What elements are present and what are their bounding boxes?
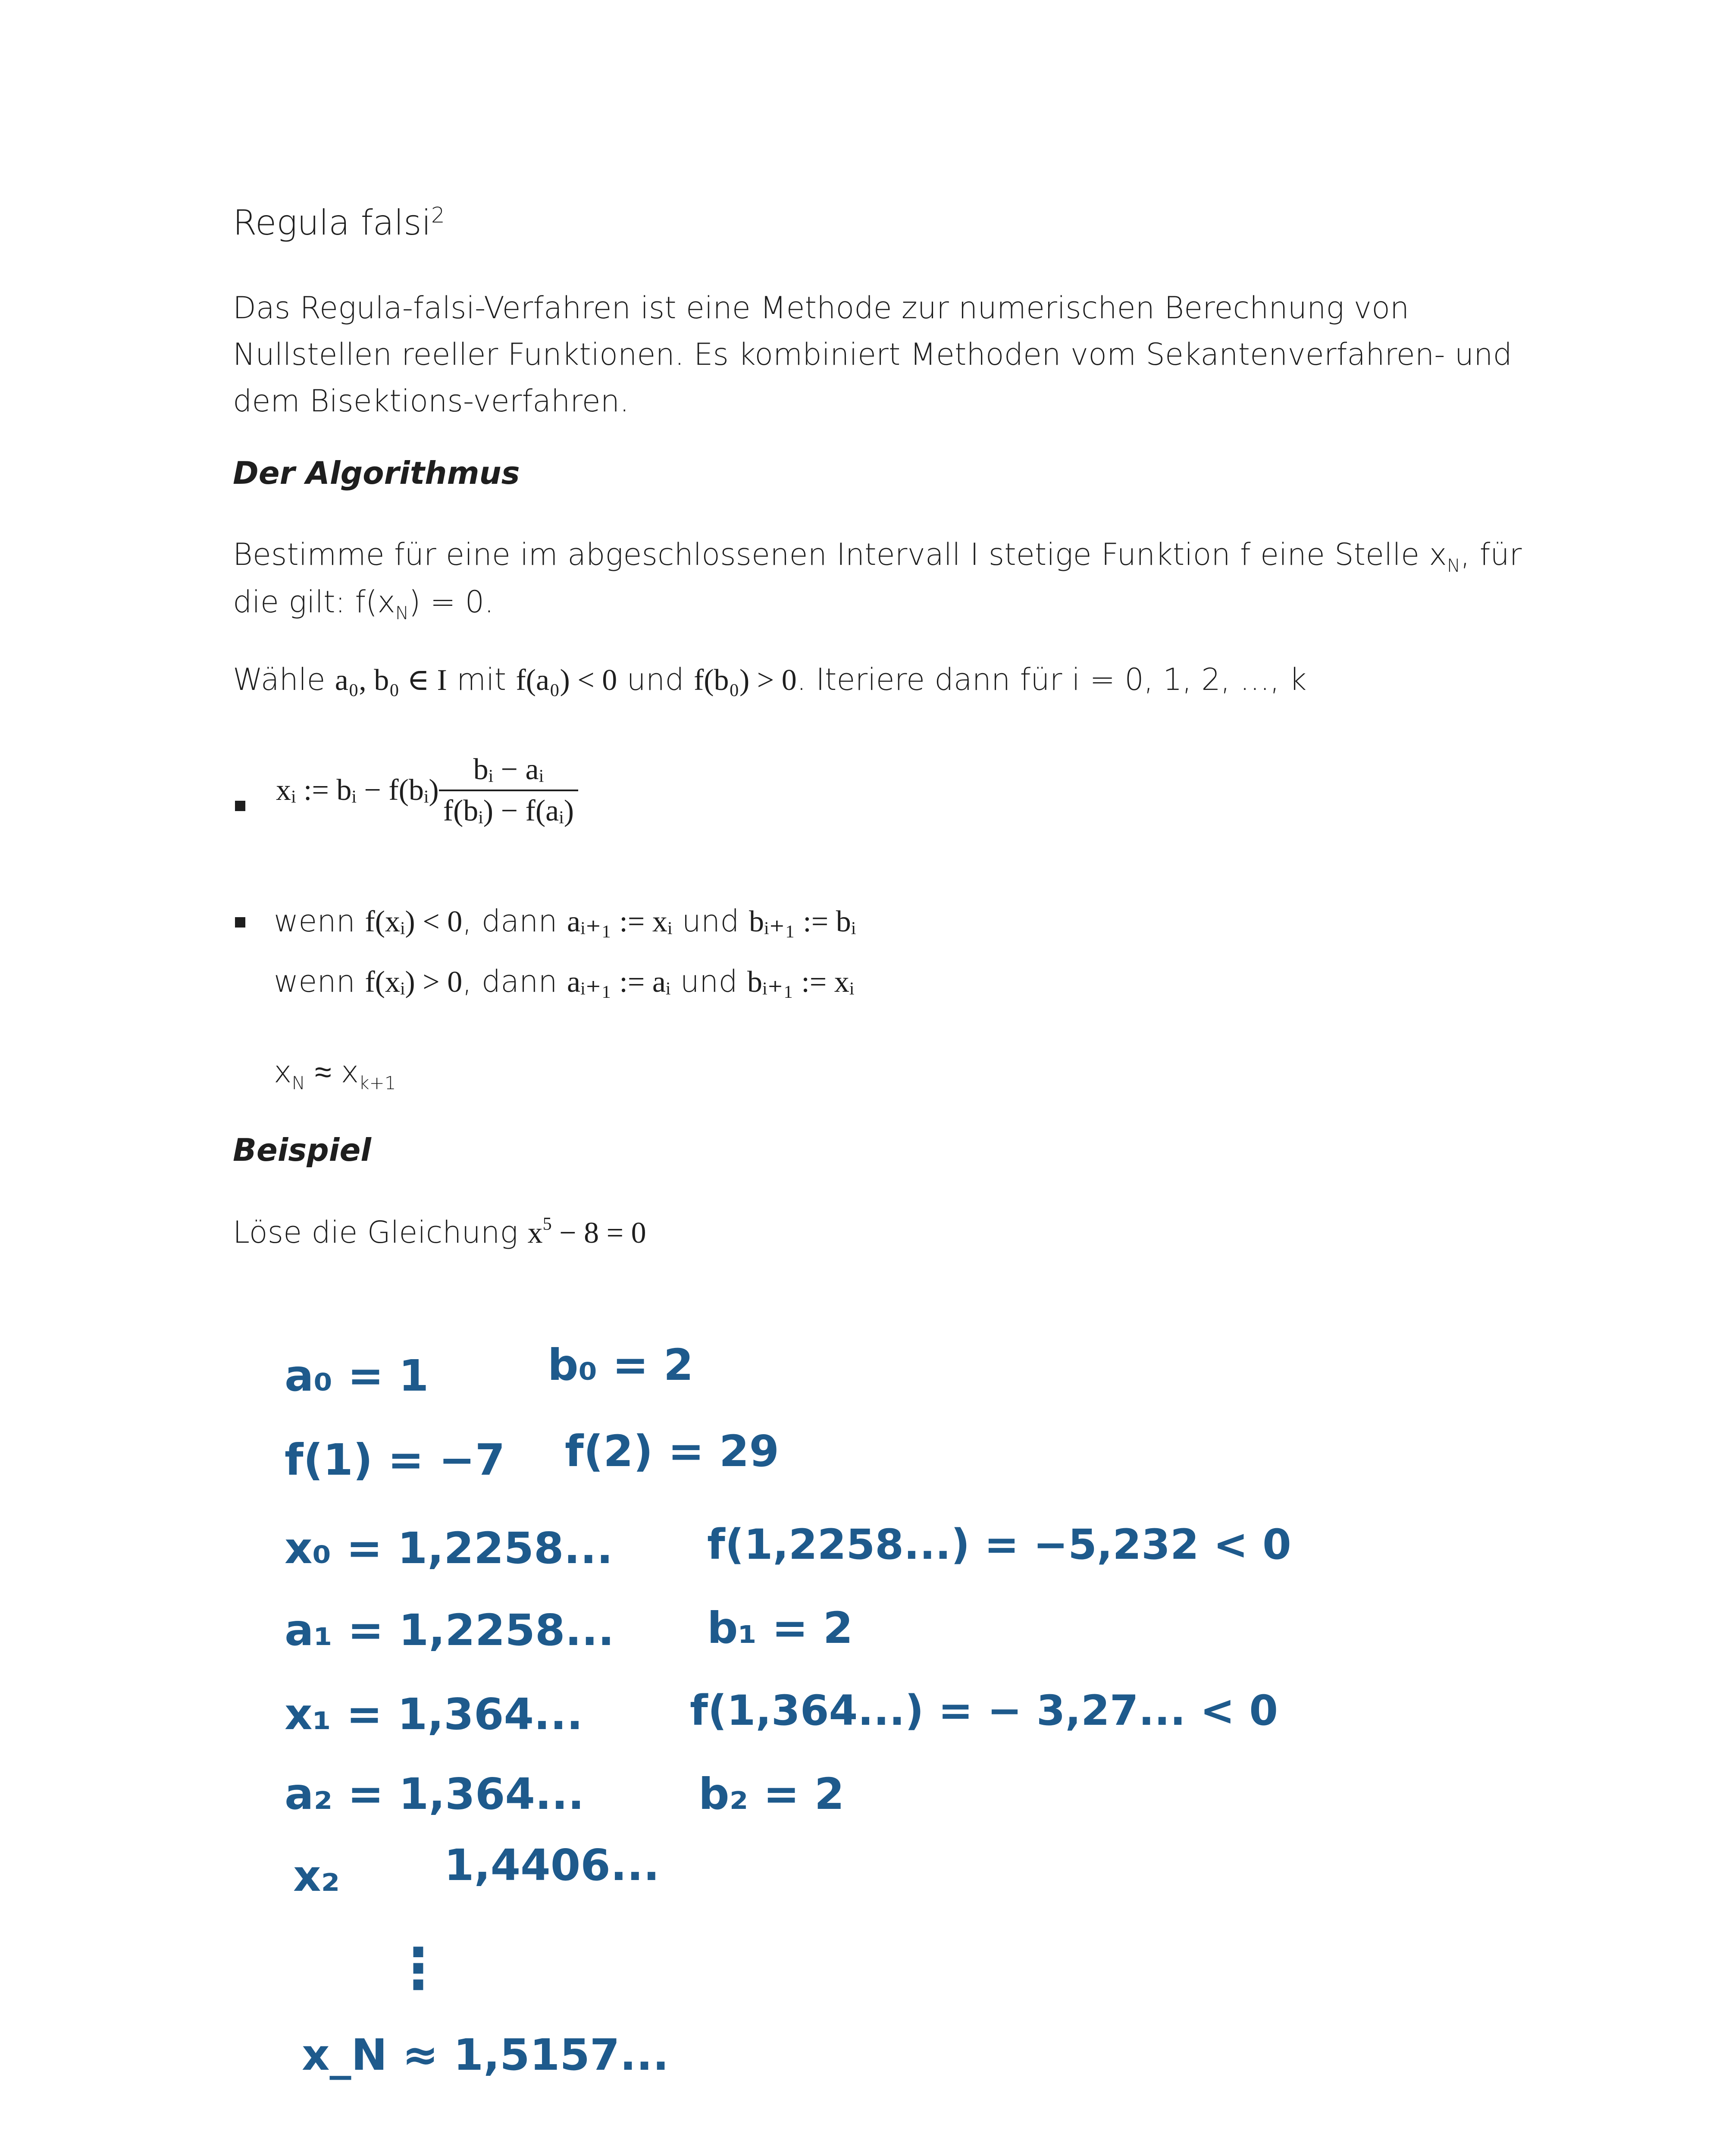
hw-f2: f(2) = 29 xyxy=(565,1426,780,1476)
choose-fb0: f(b₀) > 0 xyxy=(693,664,797,697)
rule2-dann: , dann xyxy=(462,964,557,999)
hw-a0: a₀ = 1 xyxy=(285,1351,429,1401)
rule2-wenn: wenn xyxy=(274,964,356,999)
rule2-und: und xyxy=(680,964,738,999)
heading-algorithm: Der Algorithmus xyxy=(233,455,520,491)
hw-x0: x₀ = 1,2258... xyxy=(285,1523,613,1573)
rule2-assign2: bᵢ₊₁ := xᵢ xyxy=(747,965,855,999)
example-eq-rest: − 8 = 0 xyxy=(551,1216,646,1250)
formula-lhs: xᵢ := bᵢ − f(bᵢ) xyxy=(276,774,439,807)
task-line-2-text: die gilt: f(x xyxy=(233,584,395,620)
rule1-assign1: aᵢ₊₁ := xᵢ xyxy=(567,905,673,938)
hw-x1: x₁ = 1,364... xyxy=(285,1689,583,1739)
hw-f1: f(1) = −7 xyxy=(285,1435,505,1485)
hw-x2: x₂ xyxy=(293,1851,340,1901)
approx-n: N xyxy=(291,1072,305,1094)
rule1-wenn: wenn xyxy=(274,903,356,939)
example-eq-exp: 5 xyxy=(542,1214,552,1234)
hw-fx0: f(1,2258...) = −5,232 < 0 xyxy=(707,1520,1291,1569)
choose-text-1: Wähle xyxy=(233,662,335,697)
choose-fa0: f(a₀) < 0 xyxy=(516,664,617,697)
hw-x2-value: 1,4406... xyxy=(444,1840,660,1890)
intro-paragraph: Das Regula-falsi-Verfahren ist eine Methode zur numerischen Berechnung von Nullstellen reeller Funktionen. Es kombiniert Methoden vom Sekantenverfahren- und dem Bisektions-verfahren. xyxy=(233,290,1512,419)
example-text: Löse die Gleichung xyxy=(233,1215,528,1250)
choose-text-4: . Iteriere dann für i = 0, 1, 2, …, k xyxy=(796,662,1307,697)
hw-fx1: f(1,364...) = − 3,27... < 0 xyxy=(690,1686,1278,1735)
rule2-assign1: aᵢ₊₁ := aᵢ xyxy=(567,965,671,999)
task-line-2-end: ) = 0. xyxy=(409,584,494,620)
title-text: Regula falsi xyxy=(233,203,431,243)
hw-xn: x_N ≈ 1,5157... xyxy=(302,2030,669,2080)
example-eq-x: x xyxy=(527,1216,543,1250)
rule2-cond: f(xᵢ) > 0 xyxy=(365,965,463,999)
formula-numerator: bᵢ − aᵢ xyxy=(439,752,578,791)
footnote-reference: 2 xyxy=(431,203,445,228)
approx-mid: ≈ x xyxy=(305,1054,359,1090)
hw-b0: b₀ = 2 xyxy=(548,1340,694,1390)
rule1-assign2: bᵢ₊₁ := bᵢ xyxy=(749,905,856,938)
choose-text-3: und xyxy=(617,662,694,697)
hw-b2: b₂ = 2 xyxy=(698,1769,845,1819)
approx-x: x xyxy=(274,1054,292,1090)
rule1-dann: , dann xyxy=(462,903,557,939)
choose-text-2: mit xyxy=(447,662,516,697)
task-line-1-text: Bestimme für eine im abgeschlossenen Intervall I stetige Funktion f eine Stelle x xyxy=(233,537,1447,572)
approx-k: k+1 xyxy=(359,1072,396,1094)
hw-dots: ⋮ xyxy=(390,1936,446,2001)
heading-example: Beispiel xyxy=(233,1132,371,1168)
rule1-cond: f(xᵢ) < 0 xyxy=(365,905,463,938)
hw-a1: a₁ = 1,2258... xyxy=(285,1605,614,1655)
task-line-2-sub: N xyxy=(395,602,409,624)
rule1-und: und xyxy=(682,903,739,939)
task-line-1-sub: N xyxy=(1447,555,1461,576)
choose-a0b0: a₀, b₀ ∈ I xyxy=(335,664,447,697)
formula-denominator: f(bᵢ) − f(aᵢ) xyxy=(443,794,574,827)
task-line-1-end: , für xyxy=(1460,537,1522,572)
hw-b1: b₁ = 2 xyxy=(707,1603,853,1653)
hw-a2: a₂ = 1,364... xyxy=(285,1769,584,1819)
